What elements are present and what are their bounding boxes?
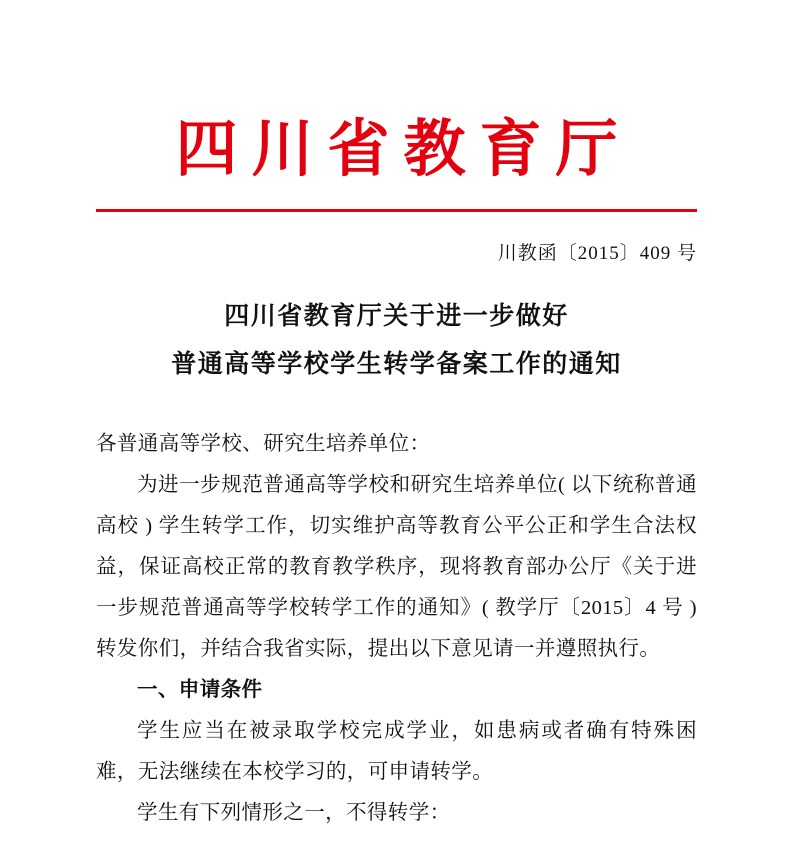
- issuing-authority-title: 四川省教育厅: [175, 116, 632, 184]
- paragraph-preamble: 为进一步规范普通高等学校和研究生培养单位( 以下统称普通高校 ) 学生转学工作，切实维护高等教育公平公正和学生合法权益，保证高校正常的教育教学秩序，现将教育部办公厅《关于进一步规范普通高等学校转学工作的通知》( 教学厅〔2015〕4 号 ) 转发你们，并结合我省实际，提出以下意见请一并遵照执行。: [96, 474, 697, 661]
- document-title: [96, 293, 697, 388]
- document-body: [96, 424, 697, 834]
- paragraph-salutation: 各普通高等学校、研究生培养单位：: [96, 433, 431, 456]
- document-title-line-1: 四川省教育厅关于进一步做好: [224, 303, 569, 331]
- document-title-line-2: 普通高等学校学生转学备案工作的通知: [171, 350, 622, 378]
- section-heading-application-conditions: 一、申请条件: [137, 679, 263, 702]
- masthead: [96, 0, 697, 212]
- masthead-rule: [96, 209, 697, 212]
- paragraph-condition-1: 学生应当在被录取学校完成学业，如患病或者确有特殊困难，无法继续在本校学习的，可申请转学。: [96, 720, 697, 784]
- paragraph-condition-2: 学生有下列情形之一，不得转学：: [137, 802, 451, 825]
- document-number: 川教函〔2015〕409 号: [497, 243, 697, 265]
